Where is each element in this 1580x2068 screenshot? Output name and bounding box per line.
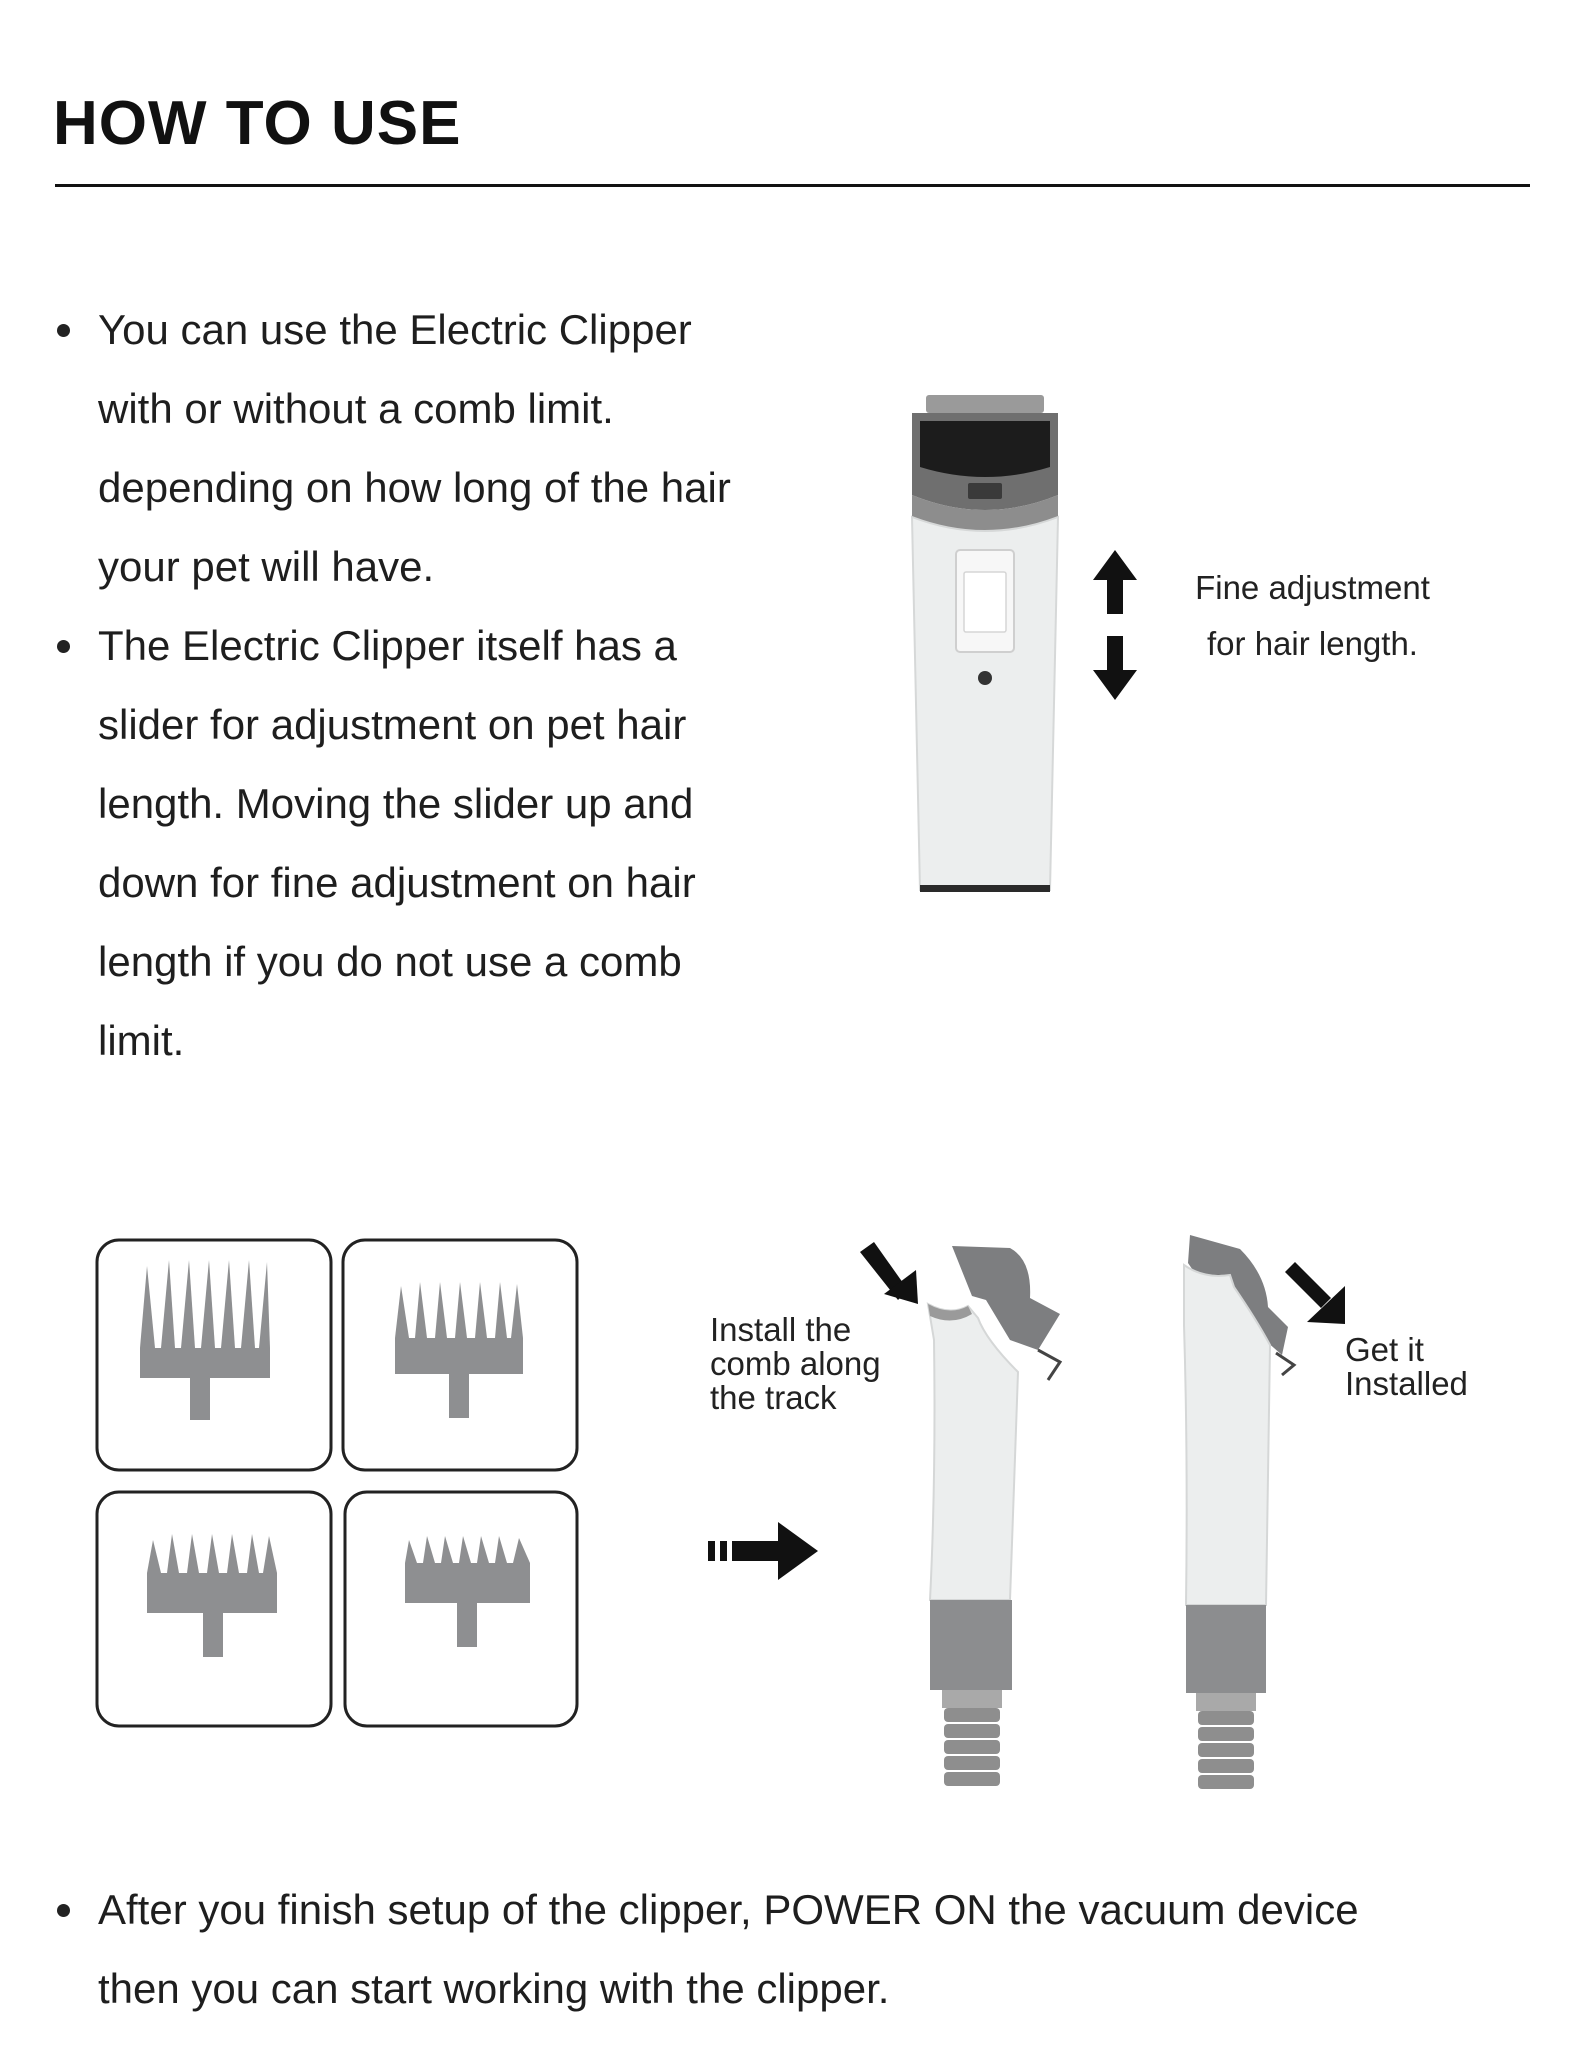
instruction-bullet-1: You can use the Electric Clipper with or without a comb limit. depending on how long of the hair your pet will have. (55, 290, 815, 606)
install-comb-label: Install the comb along the track (710, 1311, 881, 1416)
clipper-front-illustration (900, 395, 1070, 895)
instruction-list (55, 290, 815, 1080)
install-pointer-arrow-icon (1285, 1262, 1349, 1324)
instruction-bullet-2: The Electric Clipper itself has a slider for adjustment on pet hair length. Moving the slider up and down for fine adjustment on hair length if you do not use a comb limit. (55, 606, 815, 1080)
comb-attachments-grid (95, 1238, 585, 1728)
fine-adjustment-label: Fine adjustment for hair length. (1195, 569, 1430, 662)
title-divider (55, 184, 1530, 187)
final-instruction-list (55, 1870, 1535, 2028)
up-down-arrows-icon (1093, 550, 1137, 700)
instruction-bullet-3: After you finish setup of the clipper, POWER ON the vacuum device then you can start working with the clipper. (55, 1870, 1535, 2028)
get-installed-label: Get it Installed (1345, 1331, 1468, 1402)
page-title: HOW TO USE (53, 89, 462, 158)
right-arrow-icon (708, 1522, 818, 1580)
clipper-installing-comb-illustration (860, 1240, 1100, 1830)
